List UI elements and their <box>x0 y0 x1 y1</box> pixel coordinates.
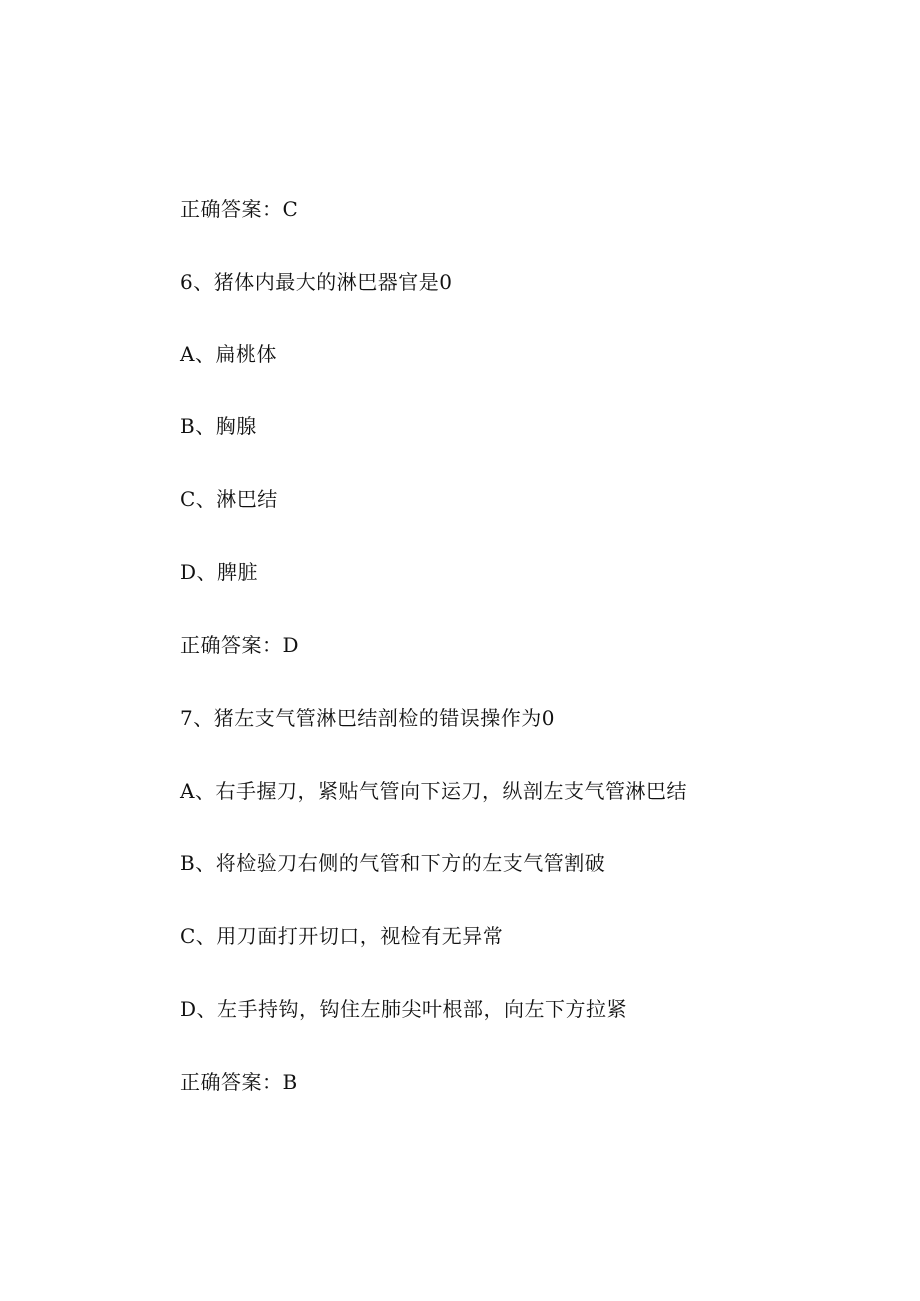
q6-option-b: B、胸腺 <box>180 414 257 438</box>
q6-option-d: D、脾脏 <box>180 560 259 584</box>
q7-option-a: A、右手握刀，紧贴气管向下运刀，纵剖左支气管淋巴结 <box>180 779 687 803</box>
q7-option-d: D、左手持钩，钩住左肺尖叶根部，向左下方拉紧 <box>180 997 628 1021</box>
q6-option-c: C、淋巴结 <box>180 487 278 511</box>
question-6-text: 6、猪体内最大的淋巴器官是0 <box>180 270 453 294</box>
q7-option-b: B、将检验刀右侧的气管和下方的左支气管割破 <box>180 851 606 875</box>
answer-line-q5: 正确答案：C <box>180 197 299 221</box>
answer-line-q7: 正确答案：B <box>180 1070 298 1094</box>
q6-option-a: A、扁桃体 <box>180 342 277 366</box>
answer-line-q6: 正确答案：D <box>180 633 300 657</box>
question-7-text: 7、猪左支气管淋巴结剖检的错误操作为0 <box>180 706 555 730</box>
q7-option-c: C、用刀面打开切口，视检有无异常 <box>180 924 504 948</box>
